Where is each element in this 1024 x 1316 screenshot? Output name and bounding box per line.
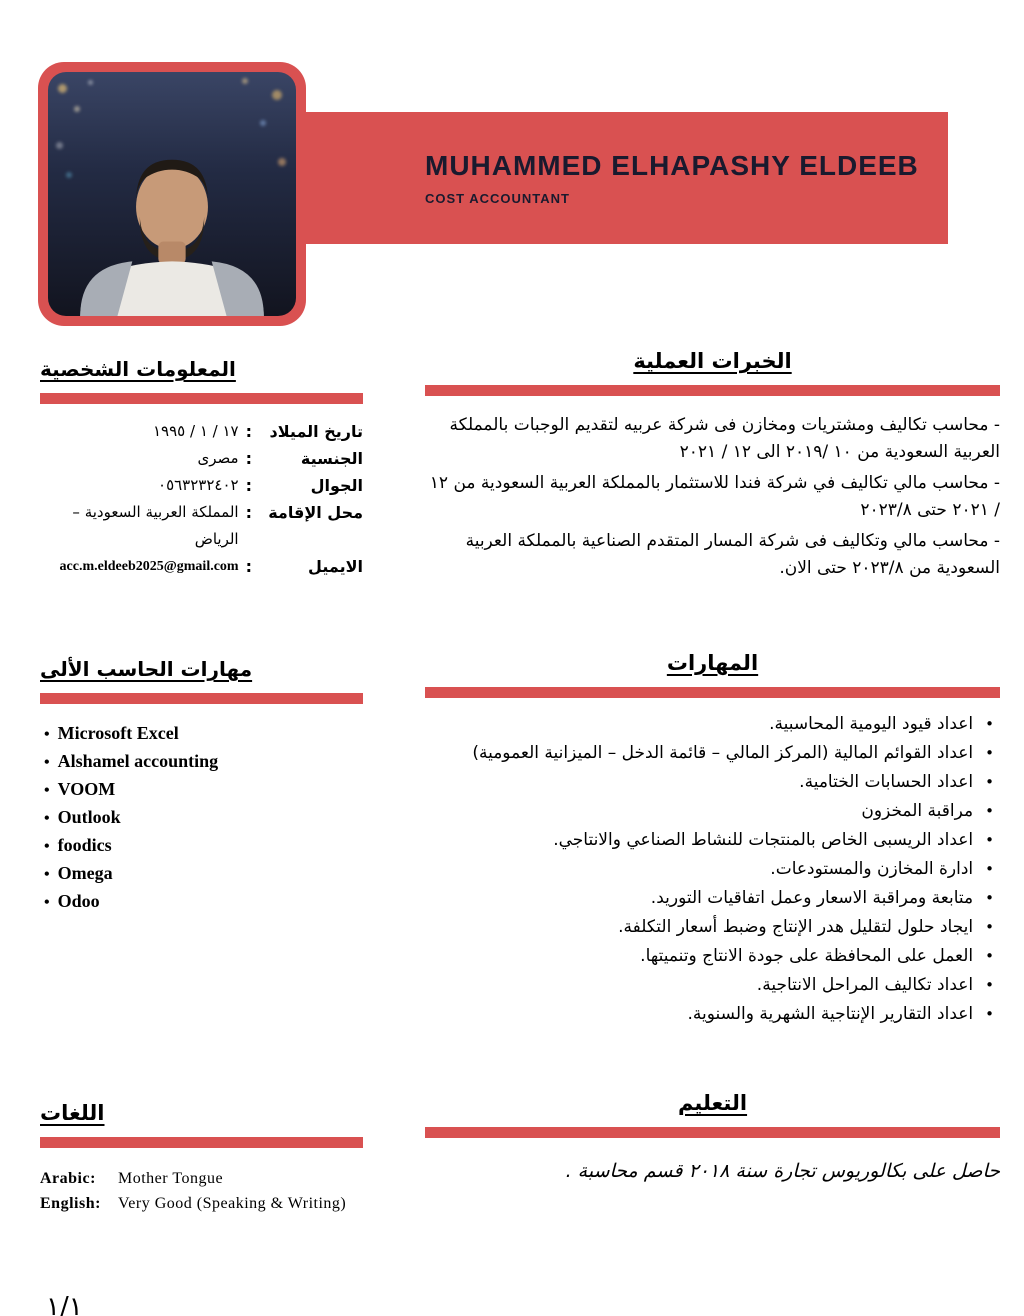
bullet-icon: • <box>44 810 50 827</box>
field-label: تاريخ الميلاد <box>269 422 363 441</box>
education-heading: التعليم <box>677 1091 748 1115</box>
bullet-icon: • <box>985 918 994 936</box>
header-banner <box>286 112 948 244</box>
bullet-icon: • <box>44 838 50 855</box>
section-education <box>425 1088 1000 1182</box>
bullet-icon: • <box>44 866 50 883</box>
section-skills <box>425 648 1000 1029</box>
skill-item <box>425 884 994 913</box>
bullet-icon: • <box>985 744 994 762</box>
bullet-icon: • <box>985 1005 994 1023</box>
colon-separator: : <box>245 503 252 522</box>
field-value: ١٧ / ١ / ١٩٩٥ <box>152 422 239 440</box>
accent-bar <box>40 1137 363 1148</box>
personal-info-row <box>40 499 363 553</box>
language-value: Mother Tongue <box>118 1170 224 1187</box>
bokeh-light-icon <box>272 90 282 100</box>
computer-skill-text: Alshamel accounting <box>57 751 219 771</box>
field-label: الجنسية <box>300 449 363 468</box>
computer-skill-item <box>44 776 363 804</box>
bullet-icon: • <box>985 831 994 849</box>
bullet-icon: • <box>44 782 50 799</box>
skill-item <box>425 797 994 826</box>
bokeh-light-icon <box>58 84 67 93</box>
skill-text: اعداد التقارير الإنتاجية الشهرية والسنوية. <box>687 1004 974 1024</box>
education-text: حاصل على بكالوريوس تجارة سنة ٢٠١٨ قسم محاسبة . <box>565 1160 1000 1182</box>
bullet-icon: • <box>985 802 994 820</box>
skill-item <box>425 942 994 971</box>
skill-text: مراقبة المخزون <box>861 801 974 821</box>
bullet-icon: • <box>44 726 50 743</box>
skill-item <box>425 768 994 797</box>
bullet-icon: • <box>985 860 994 878</box>
field-value: ٠٥٦٣٢٣٢٤٠٢ <box>158 476 239 494</box>
language-label: English: <box>40 1195 101 1212</box>
bullet-icon: • <box>44 894 50 911</box>
skill-text: ادارة المخازن والمستودعات. <box>770 859 974 879</box>
field-value: acc.m.eldeeb2025@gmail.com <box>59 559 239 574</box>
skills-heading: المهارات <box>666 651 759 675</box>
field-label: الجوال <box>310 476 363 495</box>
accent-bar <box>425 1127 1000 1138</box>
personal-info-row <box>40 445 363 472</box>
skill-item <box>425 855 994 884</box>
page-number: ١/١ <box>46 1292 83 1316</box>
colon-separator: : <box>245 422 252 441</box>
computer-skill-item <box>44 860 363 888</box>
personal-info-row <box>40 553 363 580</box>
section-languages <box>40 1098 363 1216</box>
section-computer-skills <box>40 654 363 916</box>
computer-skill-text: Odoo <box>57 891 100 911</box>
language-label: Arabic: <box>40 1170 96 1187</box>
skill-text: اعداد الحسابات الختامية. <box>799 772 974 792</box>
skill-text: ايجاد حلول لتقليل هدر الإنتاج وضبط أسعار التكلفة. <box>618 917 974 937</box>
personal-info-list <box>40 418 363 580</box>
skill-item <box>425 1000 994 1029</box>
computer-skill-item <box>44 804 363 832</box>
computer-skill-item <box>44 720 363 748</box>
field-value: مصرى <box>197 449 239 467</box>
field-value: المملكة العربية السعودية – الرياض <box>72 503 239 548</box>
person-silhouette-icon <box>48 111 296 316</box>
bullet-icon: • <box>44 754 50 771</box>
language-row <box>40 1191 363 1216</box>
bullet-icon: • <box>985 715 994 733</box>
languages-list <box>40 1166 363 1216</box>
colon-separator: : <box>245 476 252 495</box>
bullet-icon: • <box>985 976 994 994</box>
skill-text: اعداد الريسبى الخاص بالمنتجات للنشاط الصناعي والانتاجي. <box>553 830 974 850</box>
skill-item <box>425 710 994 739</box>
personal-info-row <box>40 418 363 445</box>
colon-separator: : <box>245 557 252 576</box>
experience-item: - محاسب مالي تكاليف في شركة فندا للاستثمار بالمملكة العربية السعودية من ١٢ / ٢٠٢١ حتى ٢٠٢٣/٨ <box>429 473 1000 520</box>
accent-bar <box>40 693 363 704</box>
skill-item <box>425 739 994 768</box>
skill-text: متابعة ومراقبة الاسعار وعمل اتفاقيات التوريد. <box>650 888 974 908</box>
languages-heading: اللغات <box>40 1101 105 1125</box>
skill-item <box>425 971 994 1000</box>
section-personal-info <box>40 354 363 580</box>
computer-skill-text: VOOM <box>57 779 116 799</box>
job-title: COST ACCOUNTANT <box>425 191 570 206</box>
computer-skill-item <box>44 832 363 860</box>
computer-skills-heading: مهارات الحاسب الألى <box>40 657 253 681</box>
computer-skill-text: foodics <box>57 835 112 855</box>
accent-bar <box>425 687 1000 698</box>
experience-item: - محاسب تكاليف ومشتريات ومخازن فى شركة عربيه لتقديم الوجبات بالمملكة العربية السعودية من ١٠ /٢٠١٩ الى ١٢ / ٢٠٢١ <box>449 415 1000 462</box>
candidate-name: MUHAMMED ELHAPASHY ELDEEB <box>425 150 919 181</box>
experience-item: - محاسب مالي وتكاليف فى شركة المسار المتقدم الصناعية بالمملكة العربية السعودية من ٢٠٢٣/٨ حتى الان. <box>465 531 1000 578</box>
section-experience <box>425 346 1000 586</box>
skill-text: اعداد قيود اليومية المحاسبية. <box>769 714 974 734</box>
field-label: محل الإقامة <box>268 503 363 522</box>
computer-skill-text: Omega <box>57 863 113 883</box>
bokeh-light-icon <box>242 78 248 84</box>
language-value: Very Good (Speaking & Writing) <box>118 1195 347 1212</box>
accent-bar <box>40 393 363 404</box>
profile-photo-frame <box>38 62 306 326</box>
bullet-icon: • <box>985 889 994 907</box>
computer-skills-list <box>40 720 363 916</box>
experience-list <box>425 412 1000 582</box>
skill-text: اعداد القوائم المالية (المركز المالي – قائمة الدخل – الميزانية العمومية) <box>472 743 974 763</box>
personal-info-row <box>40 472 363 499</box>
accent-bar <box>425 385 1000 396</box>
bokeh-light-icon <box>88 80 93 85</box>
field-label: الايميل <box>308 557 363 576</box>
skill-text: العمل على المحافظة على جودة الانتاج وتنميتها. <box>640 946 974 966</box>
computer-skill-item <box>44 888 363 916</box>
computer-skill-text: Microsoft Excel <box>57 723 179 743</box>
computer-skill-item <box>44 748 363 776</box>
bullet-icon: • <box>985 947 994 965</box>
skill-item <box>425 826 994 855</box>
experience-heading: الخبرات العملية <box>633 349 792 373</box>
skill-item <box>425 913 994 942</box>
colon-separator: : <box>245 449 252 468</box>
language-row <box>40 1166 363 1191</box>
profile-photo <box>48 72 296 316</box>
bullet-icon: • <box>985 773 994 791</box>
computer-skill-text: Outlook <box>57 807 121 827</box>
skill-text: اعداد تكاليف المراحل الانتاجية. <box>756 975 974 995</box>
personal-info-heading: المعلومات الشخصية <box>40 357 236 381</box>
skills-list <box>425 710 1000 1029</box>
